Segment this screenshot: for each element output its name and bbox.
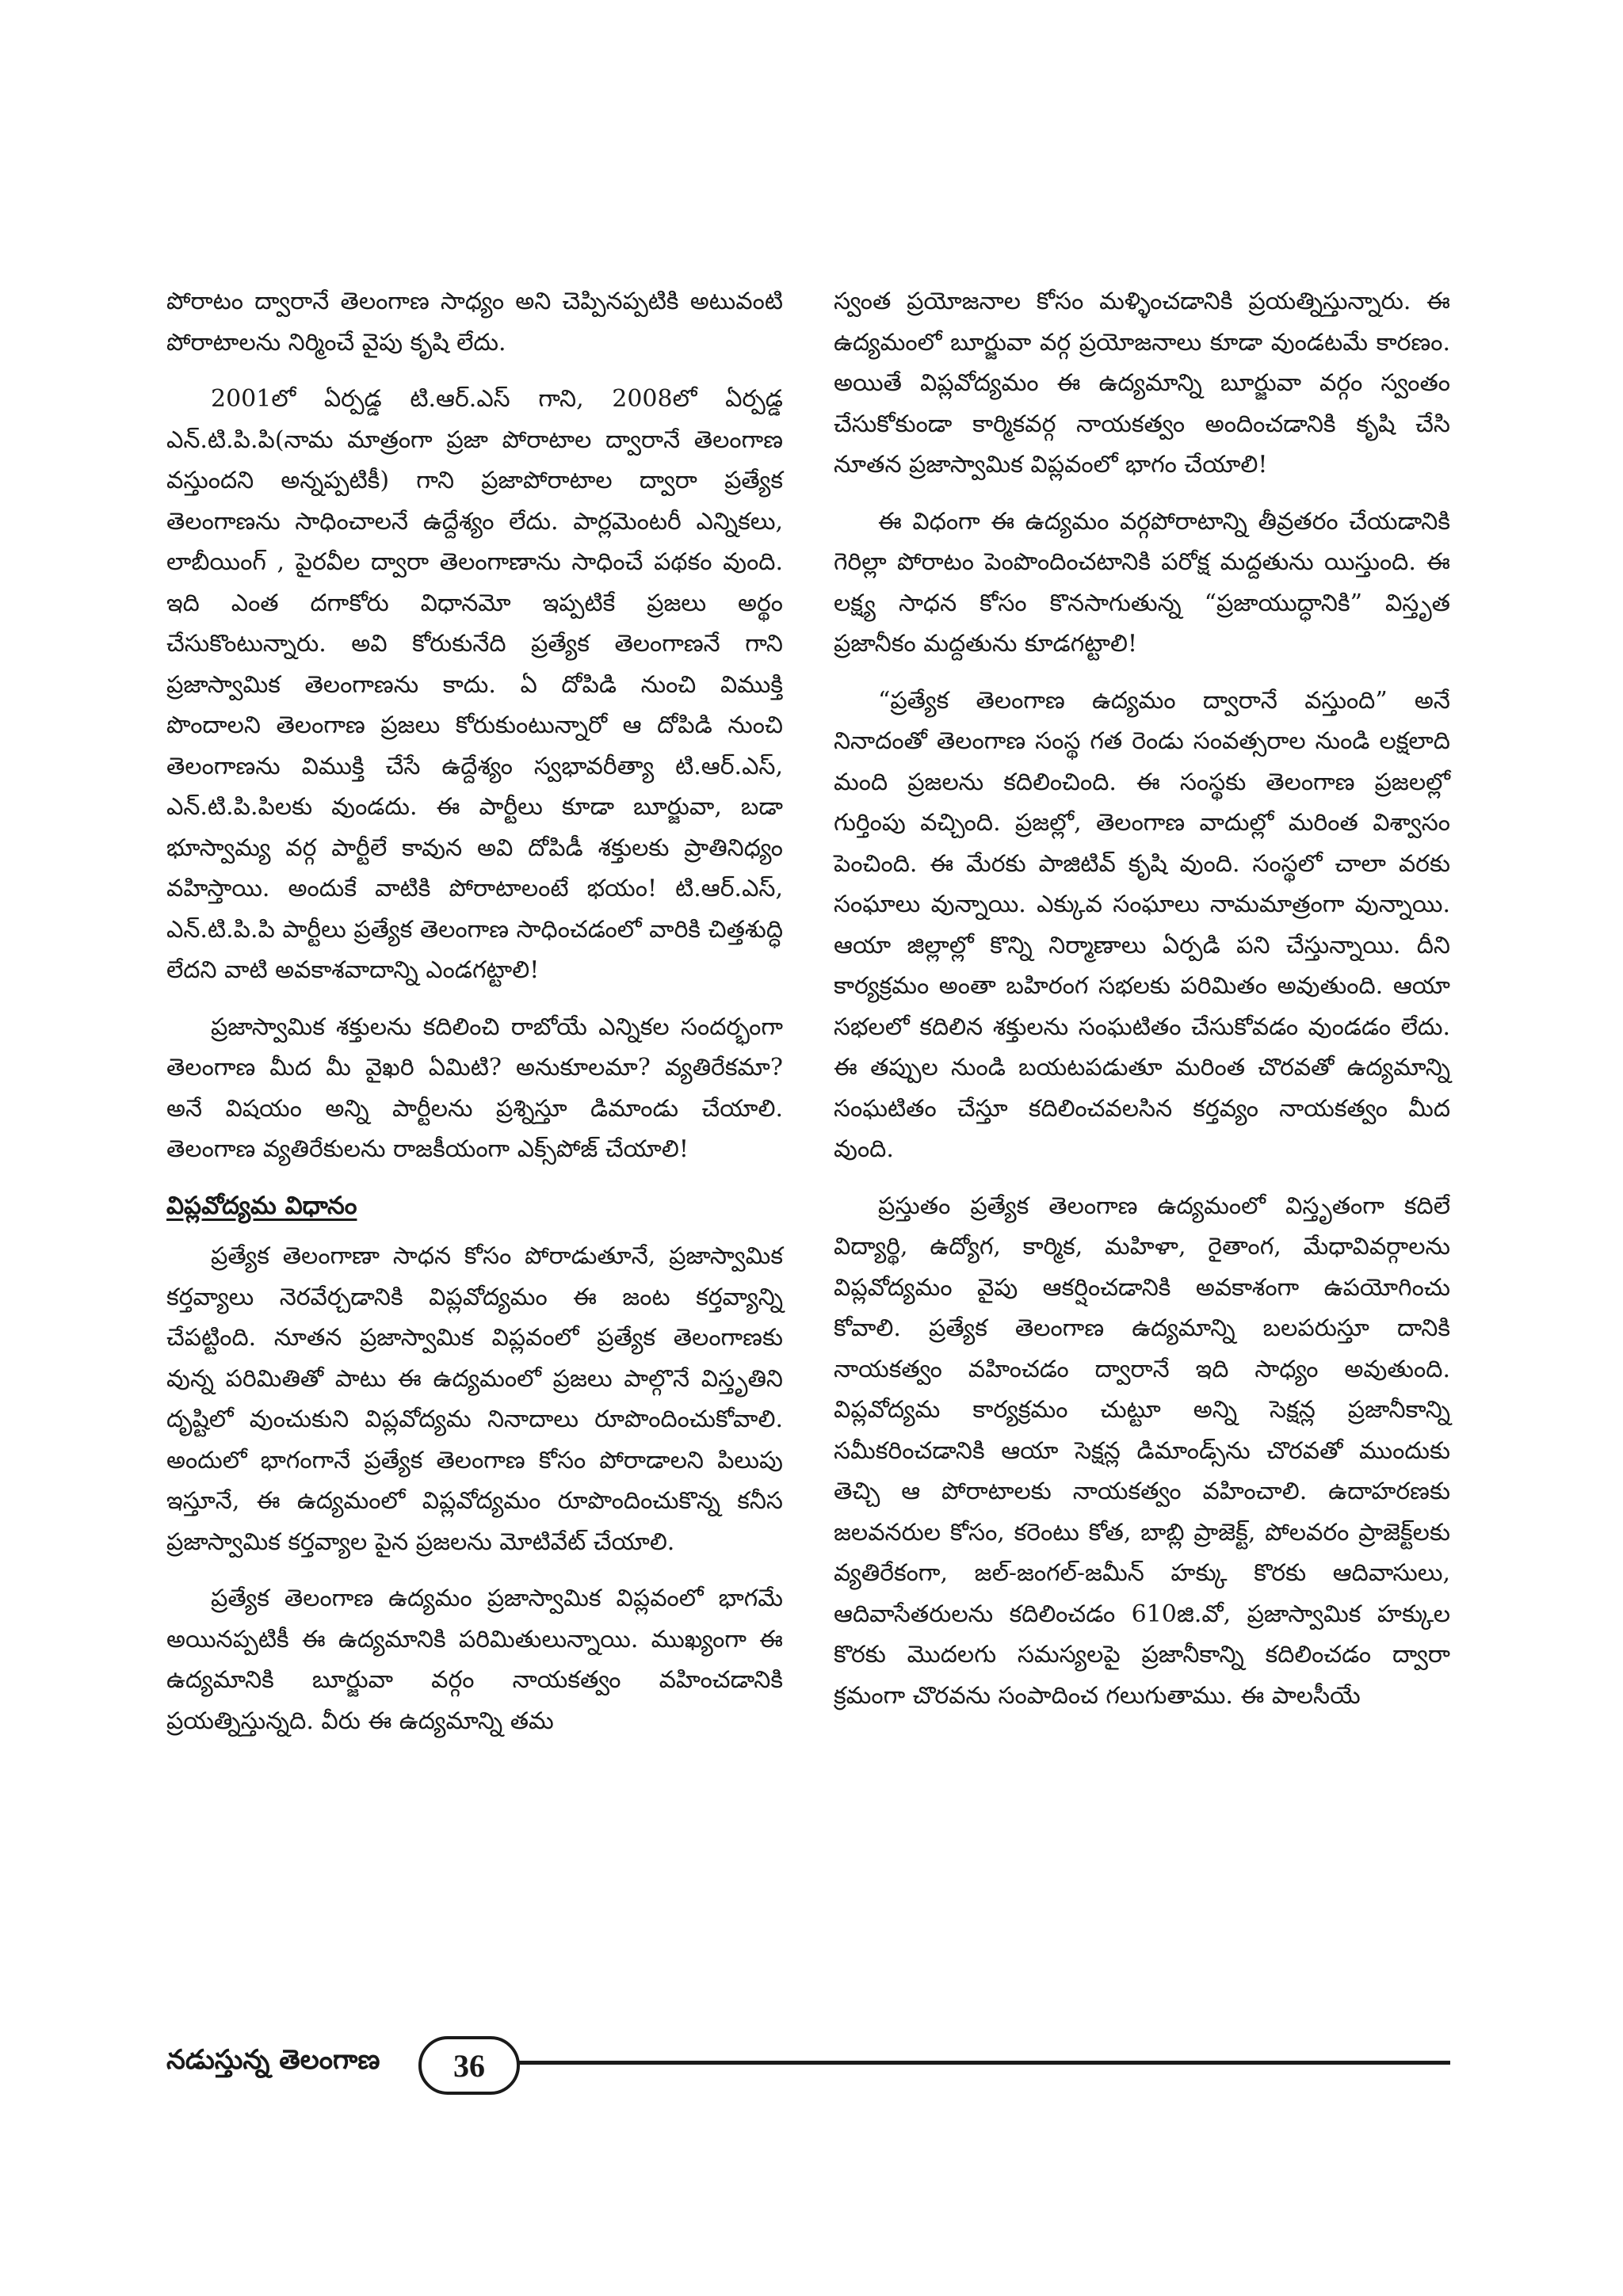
paragraph: పోరాటం ద్వారానే తెలంగాణ సాధ్యం అని చెప్పినప్పటికి అటువంటి పోరాటాలను నిర్మించే వైపు కృషి లేదు.	[166, 288, 783, 357]
paragraph: ప్రస్తుతం ప్రత్యేక తెలంగాణ ఉద్యమంలో విస్తృతంగా కదిలే విద్యార్థి, ఉద్యోగ, కార్మిక, మహిళా, రైతాంగ, మేధావివర్గాలను విప్లవోద్యమం వైపు ఆకర్షించడానికి అవకాశంగా ఉపయోగించు కోవాలి. ప్రత్యేక తెలంగాణ ఉద్యమాన్ని బలపరుస్తూ దానికి నాయకత్వం వహించడం ద్వారానే ఇది సాధ్యం అవుతుంది. విప్లవోద్యమ కార్యక్రమం చుట్టూ అన్ని సెక్షన్ల ప్రజానీకాన్ని సమీకరించడానికి ఆయా సెక్షన్ల డిమాండ్స్‌ను చొరవతో ముందుకు తెచ్చి ఆ పోరాటాలకు నాయకత్వం వహించాలి. ఉదాహరణకు జలవనరుల కోసం, కరెంటు కోత, బాబ్లి ప్రాజెక్ట్, పోలవరం ప్రాజెక్ట్‌లకు వ్యతిరేకంగా, జల్-జంగల్-జమీన్ హక్కు కొరకు ఆదివాసులు, ఆదివాసేతరులను కదిలించడం 610జి.వో, ప్రజాస్వామిక హక్కుల కొరకు మొదలగు సమస్యలపై ప్రజానీకాన్ని కదిలించడం ద్వారా క్రమంగా చొరవను సంపాదించ గలుగుతాము. ఈ పాలసీయే	[834, 1192, 1450, 1710]
paragraph: ప్రత్యేక తెలంగాణా సాధన కోసం పోరాడుతూనే, ప్రజాస్వామిక కర్తవ్యాలు నెరవేర్చడానికి విప్లవోద్యమం ఈ జంట కర్తవ్యాన్ని చేపట్టింది. నూతన ప్రజాస్వామిక విప్లవంలో ప్రత్యేక తెలంగాణకు వున్న పరిమితితో పాటు ఈ ఉద్యమంలో ప్రజలు పాల్గొనే విస్తృతిని దృష్టిలో వుంచుకుని విప్లవోద్యమ నినాదాలు రూపొందించుకోవాలి. అందులో భాగంగానే ప్రత్యేక తెలంగాణ కోసం పోరాడాలని పిలుపు ఇస్తూనే, ఈ ఉద్యమంలో విప్లవోద్యమం రూపొందించుకొన్న కనీస ప్రజాస్వామిక కర్తవ్యాల పైన ప్రజలను మోటివేట్ చేయాలి.	[166, 1242, 783, 1556]
page-number: 36	[418, 2036, 520, 2095]
page-footer	[166, 2036, 1450, 2100]
right-column	[834, 281, 1450, 1993]
paragraph: 2001లో ఏర్పడ్డ టి.ఆర్.ఎస్ గాని, 2008లో ఏర్పడ్డ ఎన్.టి.పి.పి(నామ మాత్రంగా ప్రజా పోరాటాల ద్వారానే తెలంగాణ వస్తుందని అన్నప్పటికీ) గాని ప్రజాపోరాటాల ద్వారా ప్రత్యేక తెలంగాణను సాధించాలనే ఉద్దేశ్యం లేదు. పార్లమెంటరీ ఎన్నికలు, లాబీయింగ్ , పైరవీల ద్వారా తెలంగాణాను సాధించే పథకం వుంది. ఇది ఎంత దగాకోరు విధానమో ఇప్పటికే ప్రజలు అర్థం చేసుకొంటున్నారు. అవి కోరుకునేది ప్రత్యేక తెలంగాణనే గాని ప్రజాస్వామిక తెలంగాణను కాదు. ఏ దోపిడి నుంచి విముక్తి పొందాలని తెలంగాణ ప్రజలు కోరుకుంటున్నారో ఆ దోపిడి నుంచి తెలంగాణను విముక్తి చేసే ఉద్దేశ్యం స్వభావరీత్యా టి.ఆర్.ఎస్, ఎన్.టి.పి.పిలకు వుండదు. ఈ పార్టీలు కూడా బూర్జువా, బడా భూస్వామ్య వర్గ పార్టీలే కావున అవి దోపిడీ శక్తులకు ప్రాతినిధ్యం వహిస్తాయి. అందుకే వాటికి పోరాటాలంటే భయం! టి.ఆర్.ఎస్, ఎన్.టి.పి.పి పార్టీలు ప్రత్యేక తెలంగాణ సాధించడంలో వారికి చిత్తశుద్ధి లేదని వాటి అవకాశవాదాన్ని ఎండగట్టాలి!	[166, 385, 783, 984]
paragraph: “ప్రత్యేక తెలంగాణ ఉద్యమం ద్వారానే వస్తుంది” అనే నినాదంతో తెలంగాణ సంస్థ గత రెండు సంవత్సరాల నుండి లక్షలాది మంది ప్రజలను కదిలించింది. ఈ సంస్థకు తెలంగాణ ప్రజలల్లో గుర్తింపు వచ్చింది. ప్రజల్లో, తెలంగాణ వాదుల్లో మరింత విశ్వాసం పెంచింది. ఈ మేరకు పాజిటివ్ కృషి వుంది. సంస్థలో చాలా వరకు సంఘాలు వున్నాయి. ఎక్కువ సంఘాలు నామమాత్రంగా వున్నాయి. ఆయా జిల్లాల్లో కొన్ని నిర్మాణాలు ఏర్పడి పని చేస్తున్నాయి. దీని కార్యక్రమం అంతా బహిరంగ సభలకు పరిమితం అవుతుంది. ఆయా సభలలో కదిలిన శక్తులను సంఘటితం చేసుకోవడం వుండడం లేదు. ఈ తప్పుల నుండి బయటపడుతూ మరింత చొరవతో ఉద్యమాన్ని సంఘటితం చేస్తూ కదిలించవలసిన కర్తవ్యం నాయకత్వం మీద వుంది.	[834, 686, 1450, 1163]
paragraph: ఈ విధంగా ఈ ఉద్యమం వర్గపోరాటాన్ని తీవ్రతరం చేయడానికి గెరిల్లా పోరాటం పెంపొందించటానికి పరోక్ష మద్దతును యిస్తుంది. ఈ లక్ష్య సాధన కోసం కొనసాగుతున్న “ప్రజాయుద్ధానికి” విస్తృత ప్రజానీకం మద్దతును కూడగట్టాలి!	[834, 507, 1450, 658]
paragraph: ప్రత్యేక తెలంగాణ ఉద్యమం ప్రజాస్వామిక విప్లవంలో భాగమే అయినప్పటికీ ఈ ఉద్యమానికి పరిమితులున్నాయి. ముఖ్యంగా ఈ ఉద్యమానికి బూర్జువా వర్గం నాయకత్వం వహించడానికి ప్రయత్నిస్తున్నది. వీరు ఈ ఉద్యమాన్ని తమ	[166, 1585, 783, 1735]
footer-rule	[515, 2061, 1450, 2065]
magazine-title: నడుస్తున్న తెలంగాణ	[166, 2044, 380, 2076]
section-heading: విప్లవోద్యమ విధానం	[166, 1191, 357, 1220]
paragraph: స్వంత ప్రయోజనాల కోసం మళ్ళించడానికి ప్రయత్నిస్తున్నారు. ఈ ఉద్యమంలో బూర్జువా వర్గ ప్రయోజనాలు కూడా వుండటమే కారణం. అయితే విప్లవోద్యమం ఈ ఉద్యమాన్ని బూర్జువా వర్గం స్వంతం చేసుకోకుండా కార్మికవర్గ నాయకత్వం అందించడానికి కృషి చేసి నూతన ప్రజాస్వామిక విప్లవంలో భాగం చేయాలి!	[834, 288, 1450, 479]
left-column	[166, 281, 783, 1993]
paragraph: ప్రజాస్వామిక శక్తులను కదిలించి రాబోయే ఎన్నికల సందర్భంగా తెలంగాణ మీద మీ వైఖరి ఏమిటి? అనుకూలమా? వ్యతిరేకమా? అనే విషయం అన్ని పార్టీలను ప్రశ్నిస్తూ డిమాండు చేయాలి. తెలంగాణ వ్యతిరేకులను రాజకీయంగా ఎక్స్‌పోజ్ చేయాలి!	[166, 1013, 783, 1163]
article-body	[166, 281, 1450, 1993]
